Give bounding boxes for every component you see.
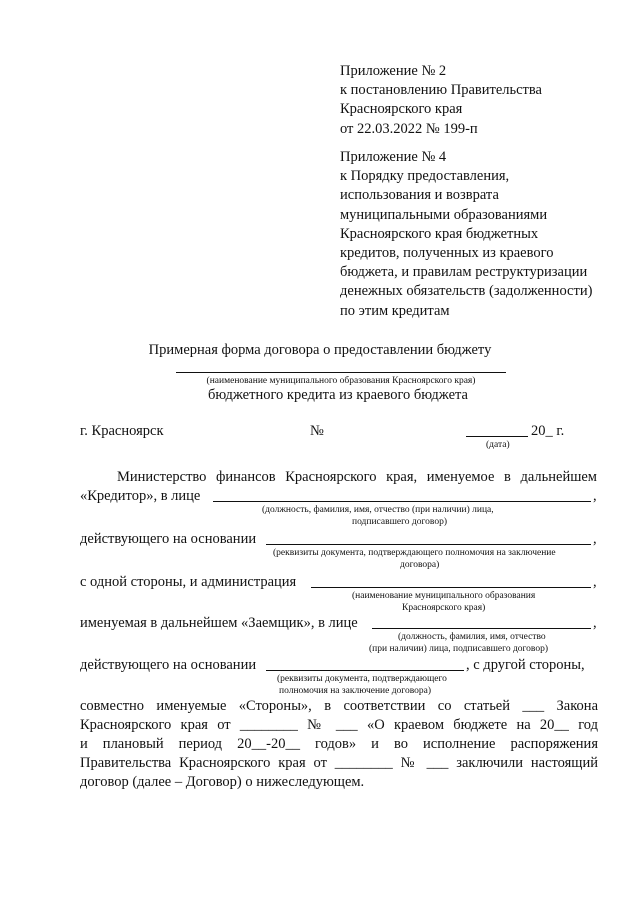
- appendix-4-line: кредитов, полученных из краевого: [340, 245, 554, 262]
- agreement-line: Правительства Красноярского края от ________ № ___ заключили настоящий: [80, 755, 598, 771]
- appendix-4-line: по этим кредитам: [340, 302, 450, 319]
- administration-label: с одной стороны, и администрация: [80, 574, 297, 590]
- borrower-rep-caption: (должность, фамилия, имя, отчество: [398, 632, 546, 642]
- city-label: г. Красноярск: [80, 423, 164, 439]
- acting-basis-2-caption: (реквизиты документа, подтверждающего: [277, 674, 447, 684]
- borrower-rep-fill-line: [372, 628, 591, 629]
- title-fill-line: [176, 372, 506, 373]
- acting-basis-label: действующего на основании: [80, 657, 257, 673]
- comma: ,: [593, 488, 597, 504]
- appendix-4-line: к Порядку предоставления,: [340, 168, 510, 185]
- administration-caption: Красноярского края): [402, 603, 486, 613]
- form-title-line-1: Примерная форма договора о предоставлении бюджету: [148, 342, 492, 358]
- appendix-4-line: использования и возврата: [340, 187, 499, 204]
- agreement-line-end: договор (далее – Договор) о нижеследующем.: [80, 774, 365, 790]
- form-title-line-2: бюджетного кредита из краевого бюджета: [208, 387, 468, 403]
- borrower-rep-caption: (при наличии) лица, подписавшего договор): [369, 644, 549, 654]
- agreement-line: и плановый период 20__-20__ годов» и во исполнение распоряжения: [80, 736, 598, 752]
- agreement-line: совместно именуемые «Стороны», в соответствии со статьей ___ Закона: [80, 698, 598, 714]
- other-side-label: , с другой стороны,: [466, 657, 585, 673]
- agreement-line: Красноярского края от ________ № ___ «О краевом бюджете на 20__ год: [80, 717, 598, 733]
- date-fill-line: [466, 436, 528, 437]
- title-caption: (наименование муниципального образования Красноярского края): [206, 376, 476, 386]
- appendix-2-header: [340, 62, 542, 139]
- acting-basis-caption: (реквизиты документа, подтверждающего полномочия на заключение: [273, 548, 556, 558]
- appendix-2-line: Красноярского края: [340, 101, 463, 118]
- appendix-4-line: бюджета, и правилам реструктуризации: [340, 264, 588, 281]
- acting-basis-2-fill-line: [266, 670, 464, 671]
- number-sign: №: [310, 423, 324, 439]
- comma: ,: [593, 574, 597, 590]
- creditor-rep-caption: (должность, фамилия, имя, отчество (при наличии) лица,: [262, 505, 494, 515]
- creditor-rep-fill-line: [213, 501, 591, 502]
- appendix-2-line: Приложение № 2: [340, 63, 447, 79]
- acting-basis-2-caption: полномочия на заключение договора): [279, 686, 432, 696]
- year-label: 20_ г.: [531, 423, 565, 439]
- borrower-label: именуемая в дальнейшем «Заемщик», в лице: [80, 615, 358, 631]
- date-caption: (дата): [486, 440, 510, 450]
- acting-basis-caption: договора): [400, 560, 440, 570]
- appendix-2-line: к постановлению Правительства: [340, 82, 542, 99]
- appendix-4-line: денежных обязательств (задолженности): [340, 283, 593, 300]
- appendix-4-header: [340, 148, 592, 321]
- appendix-2-line: от 22.03.2022 № 199-п: [340, 120, 478, 137]
- creditor-rep-caption: подписавшего договор): [352, 517, 447, 527]
- appendix-4-line: муниципальными образованиями: [340, 206, 548, 223]
- appendix-4-line: Красноярского края бюджетных: [340, 225, 539, 242]
- comma: ,: [593, 531, 597, 547]
- creditor-line-1: Министерство финансов Красноярского края, именуемое в дальнейшем: [117, 469, 597, 485]
- creditor-line-2: «Кредитор», в лице: [80, 488, 201, 504]
- administration-caption: (наименование муниципального образования: [352, 591, 536, 601]
- acting-basis-fill-line: [266, 544, 591, 545]
- appendix-4-line: Приложение № 4: [340, 149, 447, 165]
- comma: ,: [593, 615, 597, 631]
- administration-fill-line: [311, 587, 591, 588]
- acting-basis-label: действующего на основании: [80, 531, 257, 547]
